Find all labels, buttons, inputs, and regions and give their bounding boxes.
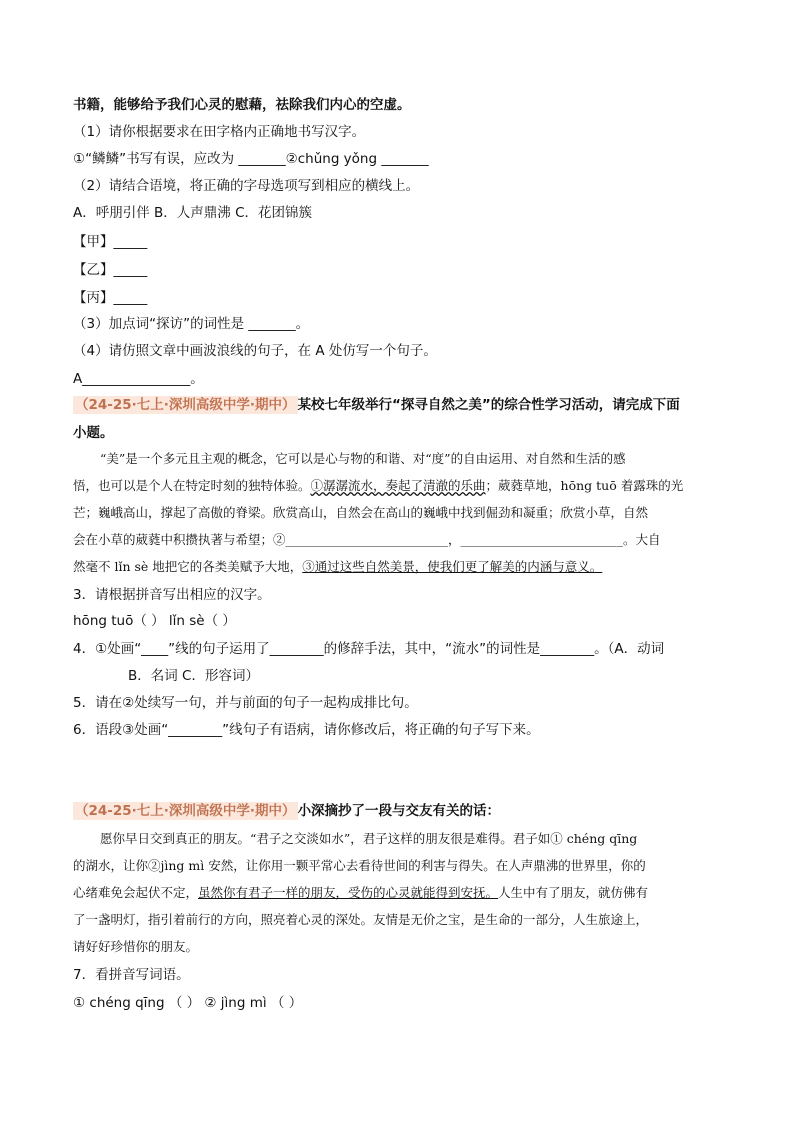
passage-1-line-1: “美”是一个多元且主观的概念，它可以是心与物的和谐、对“度”的自由运用、对自然和生活的感 (100, 451, 626, 466)
source-badge: （24-25·七上·深圳高级中学·期中） (75, 803, 296, 819)
passage-text: ；葳蕤草地，hōng tuō 着露珠的光 (485, 478, 684, 493)
passage-1-line-3: 芒；巍峨高山，撑起了高傲的脊梁。欣赏高山，自然会在高山的巍峨中找到倔劲和凝重；欣赏小草，自然 (73, 505, 649, 520)
passage-text: 心绪难免会起伏不定， (73, 885, 199, 900)
question-6: 6．语段③处画“________”线句子有语病，请你修改后，将正确的句子写下来。 (73, 722, 540, 738)
question-3-pinyin-answer: hōng tuō（ ） lǐn sè（ ） (73, 613, 236, 629)
passage-2-line-3 (73, 884, 648, 902)
section-3-header (73, 802, 500, 820)
passage-text: 人生中有了朋友，就仿佛有 (498, 885, 649, 900)
passage-1-line-2 (73, 477, 683, 495)
question-4-rhetoric: 4．①处画“____”线的句子运用了________的修辞手法，其中，“流水”的词性是________。（A．动词 (73, 641, 665, 657)
section-2-header (73, 396, 680, 414)
blank-yi: 【乙】_____ (73, 262, 148, 278)
question-4-rhetoric-options: B．名词 C．形容词） (128, 668, 259, 684)
question-2-options: A．呼朋引伴 B．人声鼎沸 C．花团锦簇 (73, 205, 313, 221)
underlined-sentence: ③通过这些自然美景，使我们更了解美的内涵与意义。 (302, 559, 603, 574)
question-2: （2）请结合语境，将正确的字母选项写到相应的横线上。 (73, 178, 420, 194)
question-7-answer: ① chéng qīng （ ） ② jìng mì （ ） (73, 995, 303, 1011)
question-5: 5．请在②处续写一句，并与前面的句子一起构成排比句。 (73, 695, 418, 711)
blank-jia: 【甲】_____ (73, 234, 148, 250)
passage-1-line-4: 会在小草的葳蕤中积攒执著与希望；②__________________________，__________________________。大自 (73, 532, 661, 547)
question-4-answer: A________________。 (73, 371, 204, 387)
question-3-pinyin: 3．请根据拼音写出相应的汉字。 (73, 587, 271, 603)
passage-2-line-2: 的湖水，让你②jìng mì 安然，让你用一颗平常心去看待世间的利害与得失。在人声鼎沸的世界里，你的 (73, 858, 646, 873)
passage-2-line-1: 愿你早日交到真正的朋友。“君子之交淡如水”，君子这样的朋友很是难得。君子如① chéng qīng (100, 831, 638, 846)
source-badge: （24-25·七上·深圳高级中学·期中） (75, 397, 296, 413)
question-3: （3）加点词“探访”的词性是 _______。 (73, 316, 310, 332)
question-1: （1）请你根据要求在田字格内正确地书写汉字。 (73, 124, 366, 140)
section-3-intro: 小深摘抄了一段与交友有关的话： (297, 803, 501, 819)
passage-2-line-5: 请好好珍惜你的朋友。 (73, 939, 199, 954)
section-2-intro: 某校七年级举行“探寻自然之美”的综合性学习活动，请完成下面 (297, 397, 680, 413)
passage-text: 然毫不 lǐn sè 地把它的各类美赋予大地， (73, 559, 303, 574)
blank-bing: 【丙】_____ (73, 290, 148, 306)
top-continuation: 书籍，能够给予我们心灵的慰藉，祛除我们内心的空虚。 (73, 97, 411, 113)
underlined-sentence: 虽然你有君子一样的朋友，受伤的心灵就能得到安抚。 (198, 885, 499, 900)
question-4: （4）请仿照文章中画波浪线的句子，在 A 处仿写一个句子。 (73, 343, 437, 359)
passage-1-line-5 (73, 558, 602, 576)
passage-2-line-4: 了一盏明灯，指引着前行的方向，照亮着心灵的深处。友情是无价之宝，是生命的一部分，人生旅途上， (73, 912, 649, 927)
passage-text: 悟，也可以是个人在特定时刻的独特体验。 (73, 478, 311, 493)
wavy-sentence: ①潺潺流水，奏起了清澈的乐曲 (310, 478, 486, 493)
section-2-intro-cont: 小题。 (73, 425, 114, 441)
question-7: 7．看拼音写词语。 (73, 967, 190, 983)
question-1-answer: ①“鳞鳞”书写有误，应改为 _______②chǔng yǒng _______ (73, 151, 429, 167)
